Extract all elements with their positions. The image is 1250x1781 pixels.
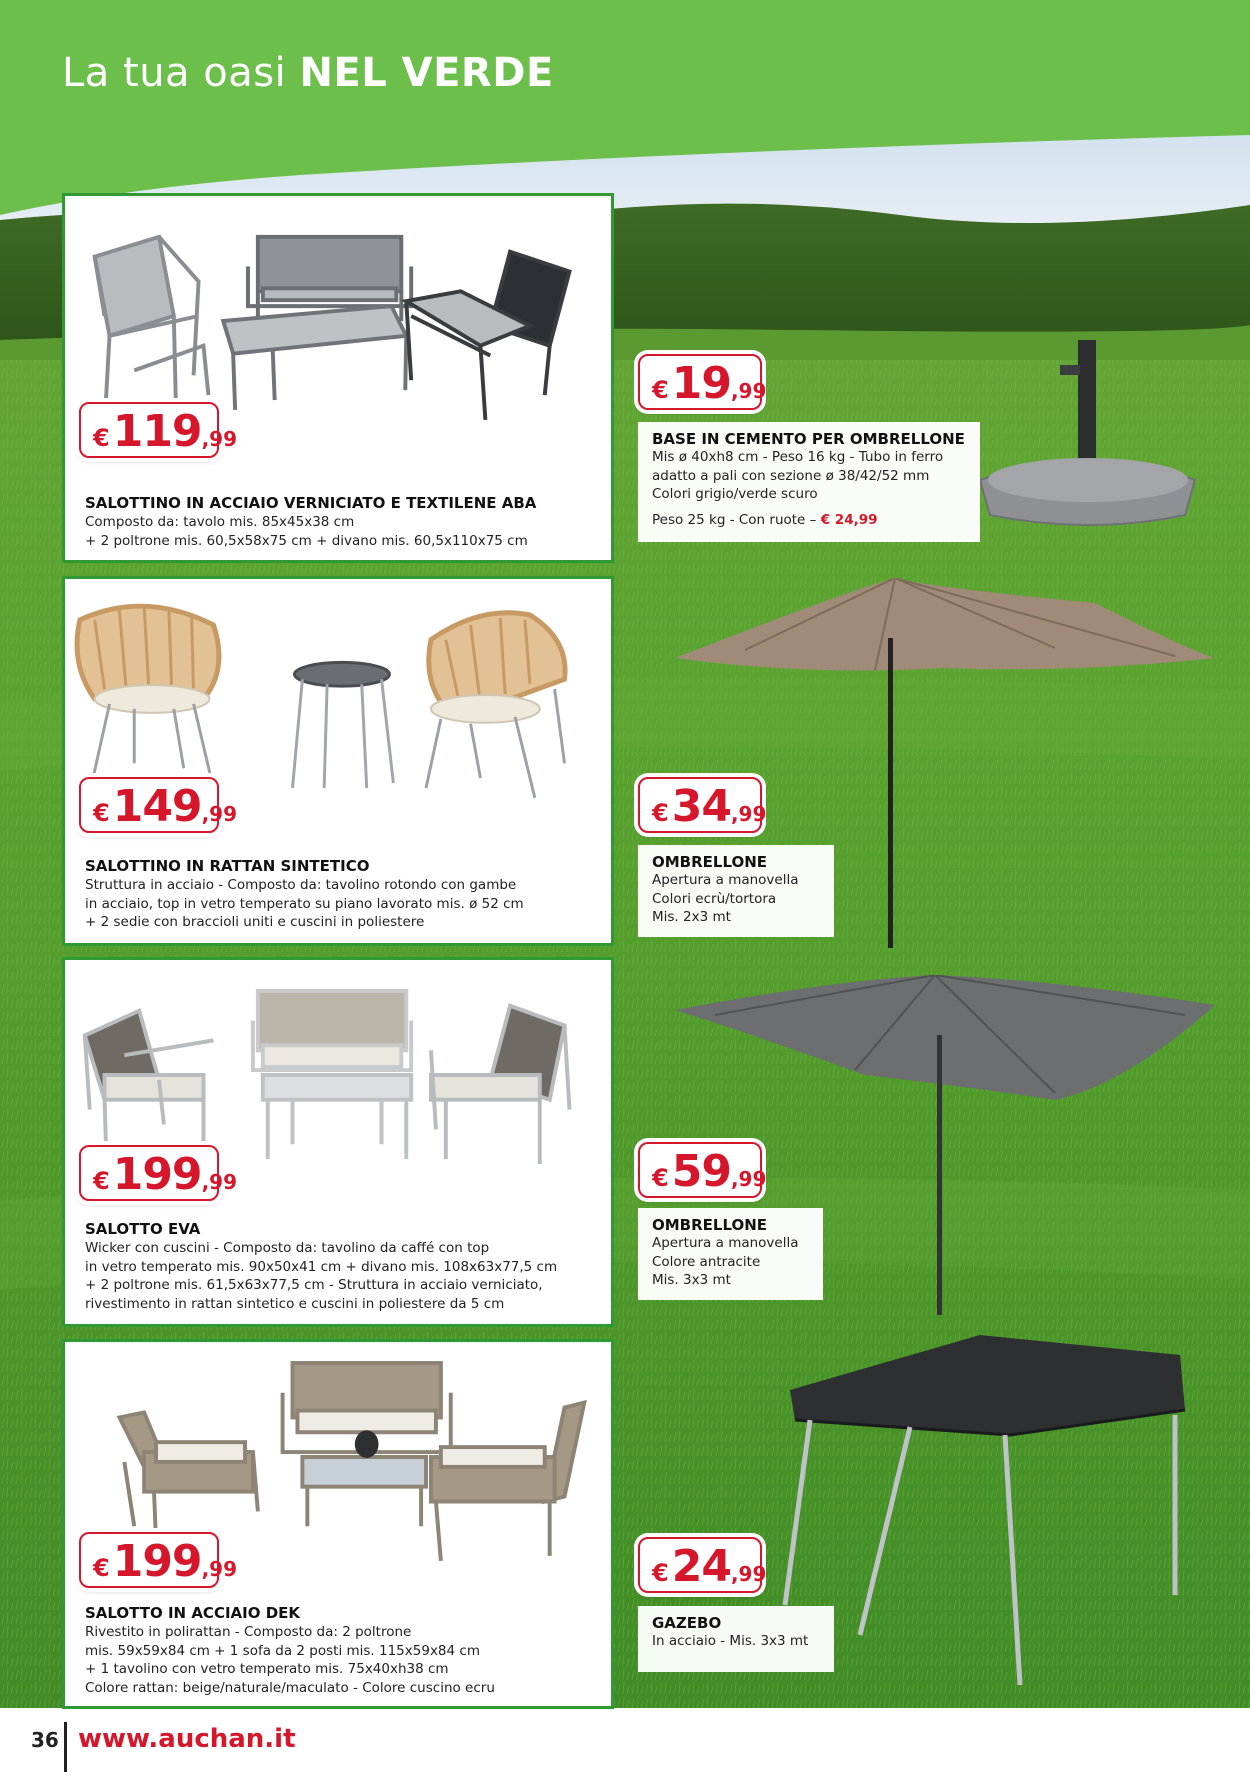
price-tag: € 149 ,99 xyxy=(79,777,219,833)
product-title: SALOTTINO IN ACCIAIO VERNICIATO E TEXTILENE ABA xyxy=(85,494,537,512)
product-title: SALOTTINO IN RATTAN SINTETICO xyxy=(85,857,370,875)
product-description: In acciaio - Mis. 3x3 mt xyxy=(652,1633,809,1649)
variant-price-note: Peso 25 kg - Con ruote – € 24,99 xyxy=(652,511,878,528)
product-description: Struttura in acciaio - Composto da: tavolino rotondo con gambe in acciaio, top in vetro temperato su piano lavorato mis. ø 52 cm + 2 sedie con braccioli uniti e cuscini in poliestere xyxy=(85,877,524,930)
product-title: OMBRELLONE xyxy=(652,1216,768,1234)
black-gazebo-image xyxy=(780,1335,1200,1705)
price-tag: € 34 ,99 xyxy=(638,777,762,833)
product-title: SALOTTO IN ACCIAIO DEK xyxy=(85,1604,301,1622)
product-card-eva[interactable] xyxy=(62,957,614,1327)
product-title: GAZEBO xyxy=(652,1614,722,1632)
product-title: SALOTTO EVA xyxy=(85,1220,201,1238)
product-title: BASE IN CEMENTO PER OMBRELLONE xyxy=(652,430,965,448)
price-tag: € 199 ,99 xyxy=(79,1532,219,1588)
page-title: La tua oasi NEL VERDE xyxy=(62,50,554,96)
header-band xyxy=(0,0,1250,190)
product-card-umbrella-base[interactable] xyxy=(638,422,980,542)
website-link[interactable]: www.auchan.it xyxy=(78,1724,296,1754)
price-tag: € 119 ,99 xyxy=(79,402,219,458)
product-card-gazebo[interactable] xyxy=(638,1606,834,1672)
price-tag: € 199 ,99 xyxy=(79,1145,219,1201)
product-title: OMBRELLONE xyxy=(652,853,768,871)
product-description: Rivestito in polirattan - Composto da: 2 poltrone mis. 59x59x84 cm + 1 sofa da 2 posti mis. 115x59x84 cm + 1 tavolino con vetro temperato mis. 75x40xh38 cm Colore rattan: beige/naturale/maculato - Colore cuscino ecru xyxy=(85,1624,495,1696)
product-description: Mis ø 40xh8 cm - Peso 16 kg - Tubo in ferro adatto a pali con sezione ø 38/42/52 mm Colori grigio/verde scuro xyxy=(652,449,944,502)
price-tag: € 59 ,99 xyxy=(638,1142,762,1198)
product-card-umbrella-anthracite[interactable] xyxy=(638,1208,823,1300)
product-description: Apertura a manovella Colori ecrù/tortora Mis. 2x3 mt xyxy=(652,872,799,925)
page-number: 36 xyxy=(31,1728,59,1752)
price-tag: € 24 ,99 xyxy=(638,1537,762,1593)
product-description: Apertura a manovella Colore antracite Mis. 3x3 mt xyxy=(652,1235,799,1288)
product-card-aba[interactable] xyxy=(62,193,614,563)
umbrella-base-image xyxy=(960,330,1210,530)
price-tag: € 19 ,99 xyxy=(638,354,762,410)
footer-divider xyxy=(64,1722,67,1772)
product-card-umbrella-taupe[interactable] xyxy=(638,845,834,937)
product-card-rattan[interactable] xyxy=(62,576,614,946)
product-card-dek[interactable] xyxy=(62,1339,614,1709)
product-description: Wicker con cuscini - Composto da: tavolino da caffé con top in vetro temperato mis. 90x50x41 cm + divano mis. 108x63x77,5 cm + 2 poltrone mis. 61,5x63x77,5 cm - Struttura in acciaio verniciato, rivestimento in rattan sintetico e cuscini in poliestere da 5 cm xyxy=(85,1240,558,1312)
steel-patio-set-image xyxy=(65,196,611,436)
product-description: Composto da: tavolo mis. 85x45x38 cm + 2 poltrone mis. 60,5x58x75 cm + divano mis. 60,5x110x75 cm xyxy=(85,514,528,549)
